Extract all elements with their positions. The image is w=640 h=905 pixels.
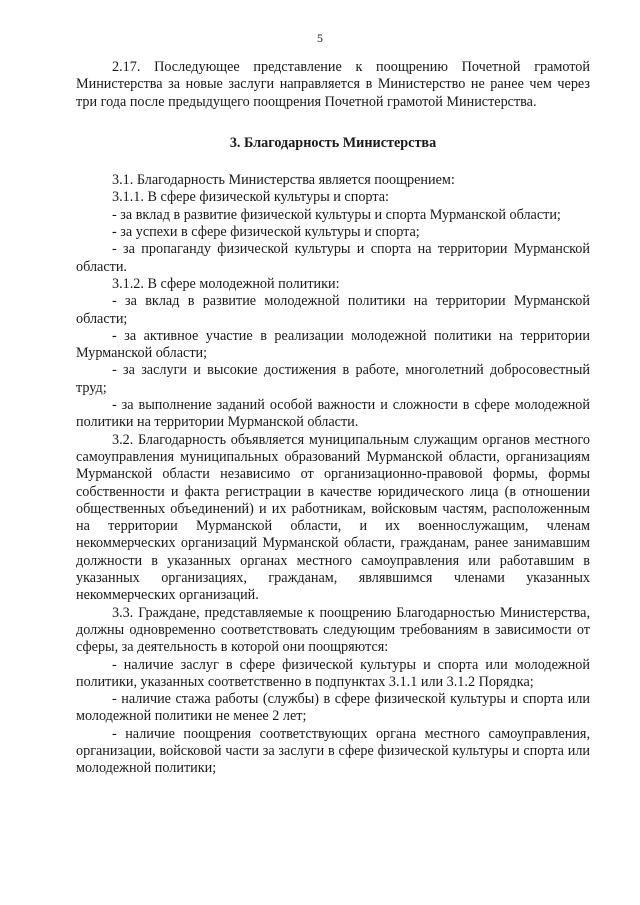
paragraph-3-3: 3.3. Граждане, представляемые к поощрению Благодарностью Министерства, должны одновременно соответствовать следующим требованиям в зависимости от сферы, за деятельность в которой они поощряются:: [76, 604, 590, 656]
paragraph-3-1: 3.1. Благодарность Министерства является поощрением:: [112, 172, 455, 189]
list-item: - за выполнение заданий особой важности и сложности в сфере молодежной политики на территории Мурманской области.: [76, 397, 590, 431]
paragraph-3-1-1: 3.1.1. В сфере физической культуры и спорта:: [112, 189, 389, 206]
section-title: 3. Благодарность Министерства: [229, 134, 437, 151]
list-item: - за активное участие в реализации молодежной политики на территории Мурманской области;: [76, 327, 590, 362]
list-item: - наличие поощрения соответствующих органа местного самоуправления, организации, войсковой части за заслуги в сфере физической культуры и спорта или молодежной политики;: [76, 725, 590, 777]
document-body: [76, 59, 590, 778]
list-item: - за успехи в сфере физической культуры и спорта;: [112, 224, 420, 241]
paragraph-2-17: 2.17. Последующее представление к поощрению Почетной грамотой Министерства за новые заслуги направляется в Министерство не ранее чем через три года после предыдущего поощрения Почетной грамотой Министерства.: [76, 59, 590, 110]
list-item: - за пропаганду физической культуры и спорта на территории Мурманской области.: [76, 241, 590, 275]
paragraph-3-2: 3.2. Благодарность объявляется муниципальным служащим органов местного самоуправления муниципальных образований Мурманской области, организациям Мурманской области независимо от организационно-правовой формы, формы собственности и факта регистрации в качестве юридического лица (в отношении общественных объединений) и их работникам, войсковым частям, расположенным на территории Мурманской области, и их военнослужащим, членам некоммерческих организаций Мурманской области, гражданам, ранее занимавшим должности в указанных органах местного самоуправления или работавшим в указанных организациях, гражданам, являвшимся членами указанных некоммерческих организаций.: [76, 431, 590, 604]
list-item: - наличие заслуг в сфере физической культуры и спорта или молодежной политики, указанных соответственно в подпунктах 3.1.1 или 3.1.2 Порядка;: [76, 656, 590, 690]
list-item: - за вклад в развитие физической культуры и спорта Мурманской области;: [112, 206, 561, 223]
page-number: 5: [317, 31, 323, 45]
list-item: - за заслуги и высокие достижения в работе, многолетний добросовестный труд;: [76, 362, 590, 396]
list-item: - за вклад в развитие молодежной политики на территории Мурманской области;: [76, 293, 590, 327]
paragraph-3-1-2: 3.1.2. В сфере молодежной политики:: [112, 275, 340, 292]
list-item: - наличие стажа работы (службы) в сфере физической культуры и спорта или молодежной политики не менее 2 лет;: [76, 691, 590, 725]
